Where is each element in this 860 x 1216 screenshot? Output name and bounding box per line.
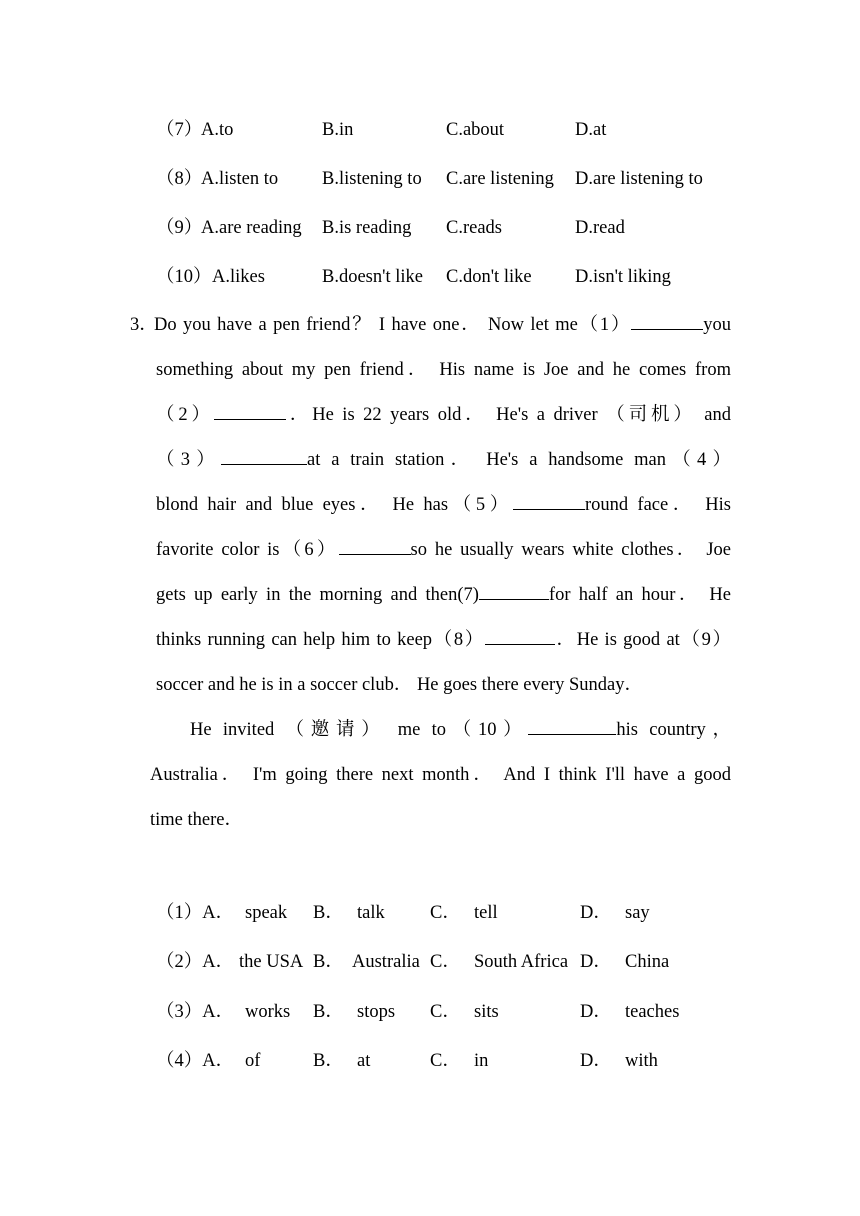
- question-3-number: 3．: [130, 315, 158, 335]
- answer-blank-1[interactable]: [631, 311, 703, 330]
- choice-d: D.are listening to: [575, 169, 703, 189]
- passage-text: thinks running can help him to keep（8）: [156, 630, 485, 650]
- passage-text: （2）: [156, 405, 214, 425]
- choice-c: C.about: [446, 120, 505, 140]
- answer-blank-2[interactable]: [214, 401, 286, 420]
- passage-line-11: Australia． I'm going there next month． And I think I'll have a good: [150, 765, 731, 785]
- passage-text: Do you have a pen friend？ I have one． Now let me（1）: [154, 315, 632, 335]
- passage-text: you: [703, 315, 731, 335]
- option-row-4: [0, 1047, 860, 1075]
- option-row-7: [0, 116, 860, 144]
- passage-text: his country，: [616, 720, 731, 740]
- passage-text: so he usually wears white clothes． Joe: [410, 540, 731, 560]
- choice-c-letter: C．: [430, 1051, 461, 1071]
- passage-text: ．He is good at（9）: [554, 630, 731, 650]
- choice-d: teaches: [625, 1002, 680, 1022]
- choice-b-letter: B．: [313, 1051, 344, 1071]
- passage-line-2: something about my pen friend． His name is Joe and he comes from: [156, 360, 731, 380]
- passage-line-10: [190, 716, 731, 744]
- passage-text: at a train station． He's a handsome man（4）: [306, 450, 731, 470]
- question-number: （10）: [156, 267, 212, 287]
- choice-c: C.reads: [446, 218, 502, 238]
- passage-line-4: [156, 446, 731, 474]
- answer-blank-8[interactable]: [485, 626, 555, 645]
- choice-c: sits: [474, 1002, 499, 1022]
- answer-blank-7[interactable]: [479, 581, 549, 600]
- choice-c-letter: C．: [430, 903, 461, 923]
- choice-b-letter: B．: [313, 952, 344, 972]
- choice-c: C.don't like: [446, 267, 532, 287]
- choice-d-letter: D．: [580, 1051, 612, 1071]
- passage-line-12: time there．: [150, 810, 243, 830]
- choice-b: at: [357, 1051, 371, 1071]
- question-number: （9）: [156, 218, 203, 238]
- choice-c-letter: C．: [430, 1002, 461, 1022]
- option-row-10: [0, 263, 860, 291]
- choice-d: D.isn't liking: [575, 267, 671, 287]
- choice-b: B.listening to: [322, 169, 422, 189]
- passage-line-1: [154, 311, 731, 339]
- answer-blank-5[interactable]: [513, 491, 585, 510]
- option-row-9: [0, 214, 860, 242]
- option-row-1: [0, 899, 860, 927]
- choice-d: D.at: [575, 120, 607, 140]
- choice-a: A.are reading: [201, 218, 302, 238]
- passage-text: ．He is 22 years old． He's a driver （司机） and: [285, 405, 731, 425]
- choice-b: B.in: [322, 120, 354, 140]
- choice-b: stops: [357, 1002, 396, 1022]
- question-number: （3）A．: [156, 1002, 235, 1022]
- question-number: （2）A．: [156, 952, 235, 972]
- choice-d-letter: D．: [580, 952, 612, 972]
- choice-d: D.read: [575, 218, 625, 238]
- choice-b: Australia: [352, 952, 420, 972]
- passage-text: He invited （邀请） me to（10）: [190, 720, 529, 740]
- choice-c: South Africa: [474, 952, 569, 972]
- answer-blank-3[interactable]: [221, 446, 307, 465]
- answer-blank-10[interactable]: [528, 716, 616, 735]
- question-number: （8）: [156, 169, 203, 189]
- passage-line-9: soccer and he is in a soccer club． He goes there every Sunday．: [156, 675, 643, 695]
- passage-text: favorite color is（6）: [156, 540, 339, 560]
- option-row-3: [0, 998, 860, 1026]
- choice-b: B.is reading: [322, 218, 412, 238]
- choice-b: talk: [357, 903, 385, 923]
- choice-c: in: [474, 1051, 489, 1071]
- choice-a: of: [245, 1051, 261, 1071]
- choice-c: C.are listening: [446, 169, 554, 189]
- choice-b: B.doesn't like: [322, 267, 423, 287]
- choice-a: the USA: [239, 952, 304, 972]
- choice-c: tell: [474, 903, 498, 923]
- passage-line-3: [156, 401, 731, 429]
- passage-text: blond hair and blue eyes． He has（5）: [156, 495, 513, 515]
- answer-blank-6[interactable]: [339, 536, 411, 555]
- passage-text: gets up early in the morning and then(7): [156, 585, 479, 605]
- choice-b-letter: B．: [313, 1002, 344, 1022]
- question-number: （4）A．: [156, 1051, 235, 1071]
- choice-d: China: [625, 952, 670, 972]
- passage-text: for half an hour． He: [548, 585, 731, 605]
- choice-d-letter: D．: [580, 903, 612, 923]
- passage-line-5: [156, 491, 731, 519]
- question-number: （7）: [156, 120, 203, 140]
- choice-a: speak: [245, 903, 288, 923]
- choice-d: say: [625, 903, 650, 923]
- option-row-8: [0, 165, 860, 193]
- passage-line-7: [156, 581, 731, 609]
- choice-a: A.likes: [212, 267, 265, 287]
- choice-c-letter: C．: [430, 952, 461, 972]
- choice-a: A.listen to: [201, 169, 279, 189]
- choice-b-letter: B．: [313, 903, 344, 923]
- question-number: （1）A．: [156, 903, 235, 923]
- choice-d: with: [625, 1051, 658, 1071]
- choice-d-letter: D．: [580, 1002, 612, 1022]
- option-row-2: [0, 948, 860, 976]
- choice-a: works: [245, 1002, 291, 1022]
- passage-line-8: [156, 626, 731, 654]
- passage-text: round face． His: [584, 495, 732, 515]
- passage-line-6: [156, 536, 731, 564]
- passage-text: （3）: [156, 450, 221, 470]
- choice-a: A.to: [201, 120, 234, 140]
